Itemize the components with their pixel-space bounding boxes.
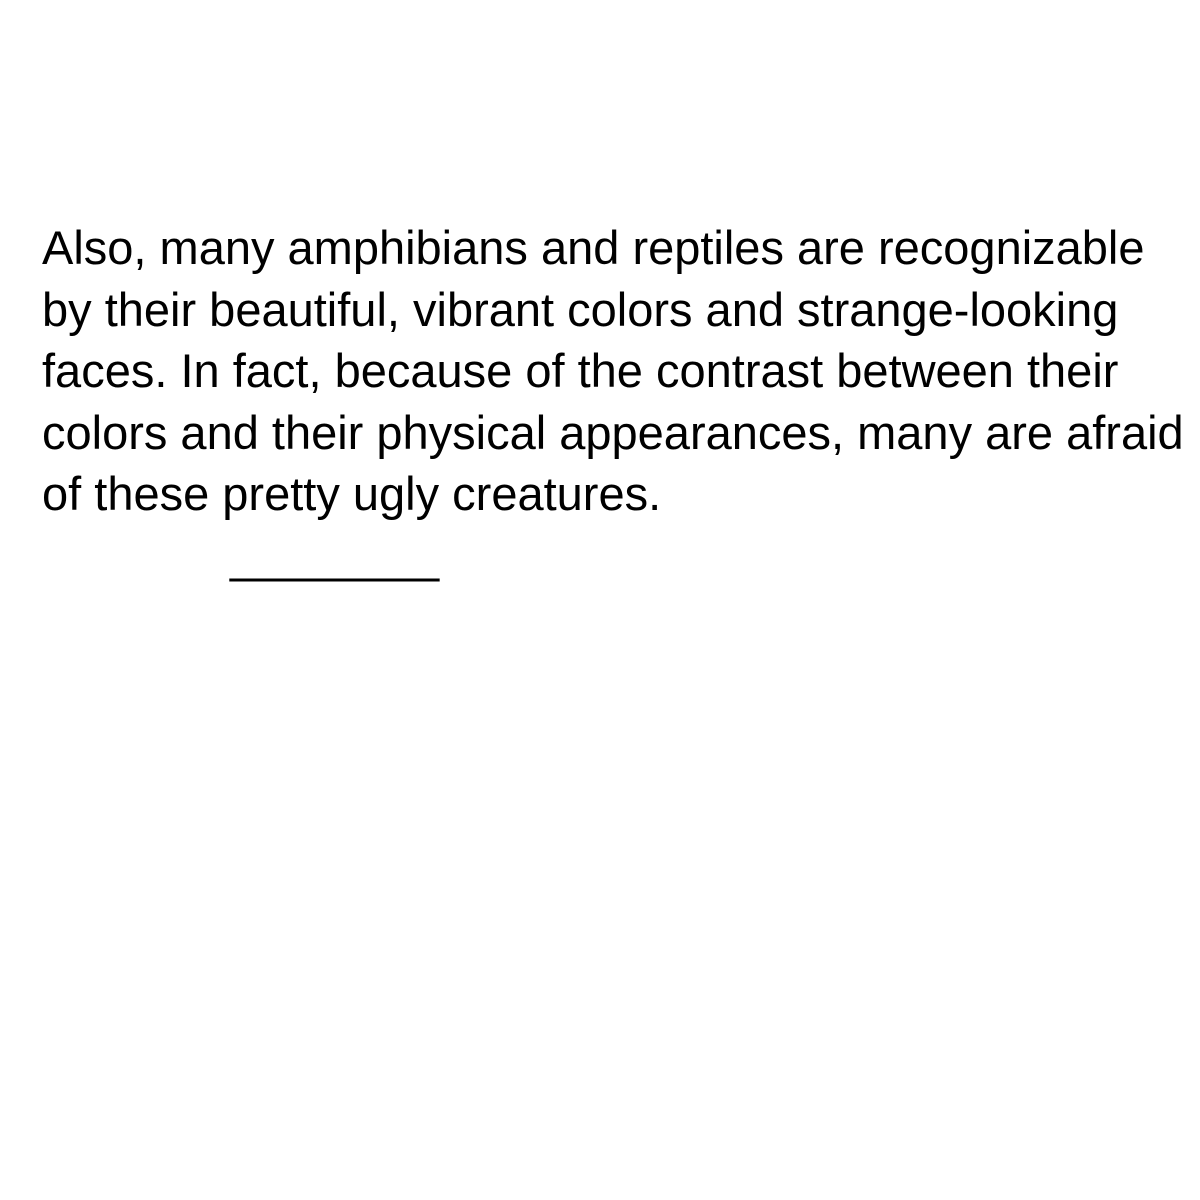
passage-text bbox=[42, 217, 1184, 586]
passage-line: by their beautiful, vibrant colors and strange-looking bbox=[42, 282, 1119, 336]
passage-line: of these pretty ugly creatures. bbox=[42, 467, 662, 520]
passage-line: Also, many amphibians and reptiles are recognizable bbox=[42, 221, 1145, 274]
answer-blank: ________ bbox=[230, 528, 440, 582]
passage-line: faces. In fact, because of the contrast between their bbox=[42, 344, 1119, 397]
passage-line: colors and their physical appearances, many are afraid bbox=[42, 405, 1184, 459]
